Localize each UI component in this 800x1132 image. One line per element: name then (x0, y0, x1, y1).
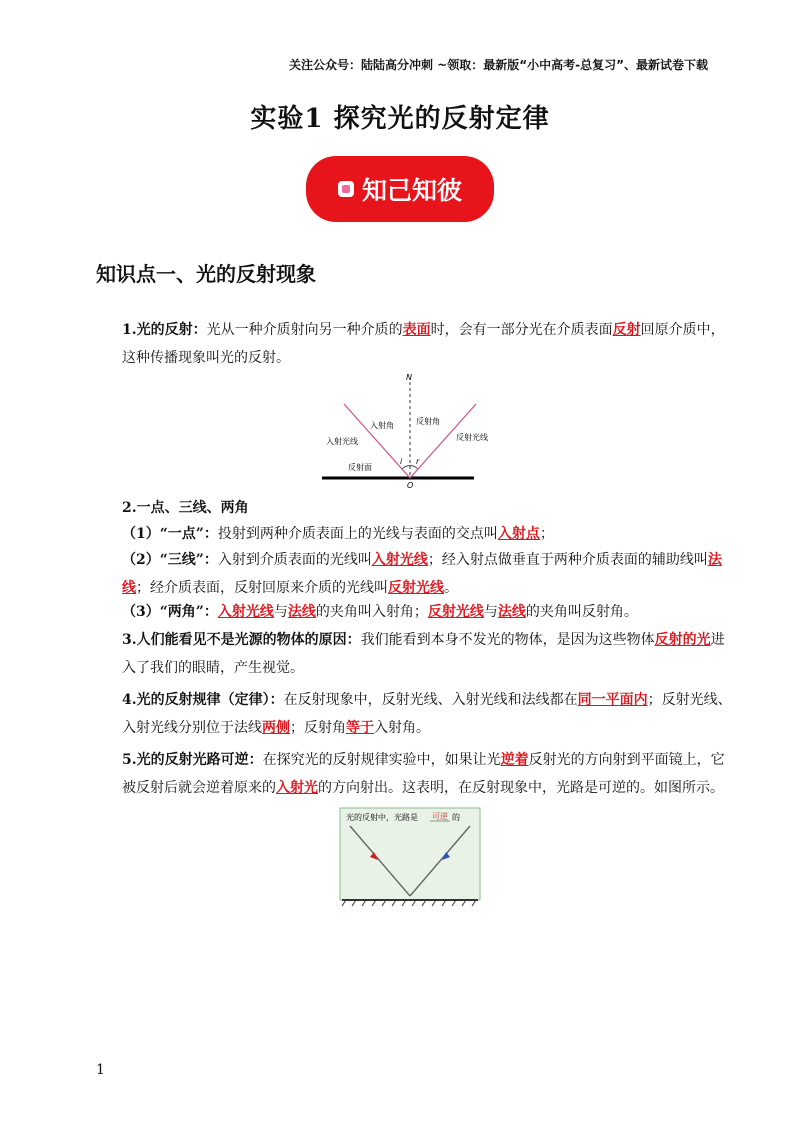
answer: 入射光线 (371, 552, 428, 568)
diagram-caption: 光的反射中，光路是 (346, 813, 418, 822)
text: 反射光的方向射到平面镜上，它被反射后就会逆着原来的 (122, 752, 725, 796)
answer: 等于 (346, 720, 374, 736)
paragraph-one-point (96, 520, 734, 548)
paragraph-label: 2.一点、三线、两角 (122, 500, 249, 516)
reversible-path-diagram (340, 808, 480, 908)
paragraph-label: 3.人们能看见不是光源的物体的原因： (122, 632, 361, 648)
text: 的夹角叫反射角。 (525, 604, 638, 620)
answer: 入射点 (497, 526, 540, 542)
answer: 反射光线 (427, 604, 484, 620)
answer: 两侧 (262, 720, 290, 736)
answer: 入射光线 (217, 604, 274, 620)
r-label: r (416, 457, 420, 466)
diagram-suffix: 的 (452, 813, 460, 822)
text: 入射角。 (374, 720, 430, 736)
text: ；反射角 (290, 720, 346, 736)
surface-label: 反射面 (348, 463, 372, 472)
i-label: i (400, 457, 403, 466)
bookmark-icon (338, 181, 354, 197)
text: 我们能看到本身不发光的物体，是因为这些物体 (360, 632, 655, 648)
text: ；经介质表面，反射回原来介质的光线叫 (136, 580, 388, 596)
text: 的夹角叫入射角； (315, 604, 428, 620)
answer: 法线 (287, 604, 316, 620)
answer: 同一平面内 (577, 692, 648, 708)
incident-ray-label: 入射光线 (326, 437, 358, 446)
answer: 反射光线 (388, 580, 444, 596)
paragraph-label: （2）“三线”： (122, 552, 218, 568)
paragraph-three-lines (96, 546, 734, 602)
text: 时，会有一部分光在介质表面 (430, 322, 613, 338)
o-label: O (407, 481, 414, 490)
paragraph-reversible-path (96, 746, 734, 802)
paragraph-label: （3）“两角”： (122, 604, 218, 620)
paragraph-label: 5.光的反射光路可逆： (122, 752, 263, 768)
paragraph-seeing-objects (96, 626, 734, 682)
answer: 逆着 (500, 752, 529, 768)
text: 的方向射出。这表明，在反射现象中，光路是可逆的。如图所示。 (318, 780, 724, 796)
answer: 表面 (402, 322, 431, 338)
text: 光从一种介质射向另一种介质的 (206, 322, 403, 338)
section-badge (306, 156, 494, 222)
text: 在反射现象中，反射光线、入射光线和法线都在 (283, 692, 578, 708)
answer: 反射的光 (654, 632, 711, 648)
text: ；反射光线、入射光线分别位于法线 (122, 692, 732, 736)
header-note: 关注公众号：陆陆高分冲刺 ~领取：最新版“小中高考-总复习”、最新试卷下载 (289, 58, 708, 72)
reflect-angle-label: 反射角 (416, 417, 440, 426)
paragraph-reflection-law (96, 686, 734, 742)
text: 在探究光的反射规律实验中，如果让光 (262, 752, 501, 768)
reflection-diagram (320, 372, 488, 490)
reflected-ray-label: 反射光线 (456, 433, 488, 442)
text: 与 (273, 604, 288, 620)
answer: 法线 (497, 604, 526, 620)
paragraph-label: （1）“一点”： (122, 526, 218, 542)
paragraph-label: 4.光的反射规律（定律）： (122, 692, 284, 708)
text: 进入了我们的眼睛，产生视觉。 (122, 632, 725, 676)
text: ；经入射点做垂直于两种介质表面的辅助线叫 (427, 552, 708, 568)
paragraph-two-angles (96, 598, 734, 626)
page-number: 1 (96, 1062, 105, 1078)
text: 投射到两种介质表面上的光线与表面的交点叫 (217, 526, 498, 542)
section-heading: 知识点一、光的反射现象 (96, 262, 316, 286)
text: 与 (483, 604, 498, 620)
answer: 反射 (612, 322, 641, 338)
text: 回原介质中，这种传播现象叫光的反射。 (122, 322, 725, 366)
text: 入射到介质表面的光线叫 (217, 552, 372, 568)
incident-angle-label: 入射角 (370, 421, 394, 430)
badge-label: 知己知彼 (361, 176, 462, 205)
text: 。 (444, 580, 458, 596)
answer: 法线 (122, 552, 722, 596)
answer: 入射光 (276, 780, 318, 796)
text: ； (539, 526, 554, 542)
diagram-answer: 可逆 (432, 812, 448, 821)
page-title: 实验1 探究光的反射定律 (250, 104, 550, 134)
paragraph-reflection-definition (96, 316, 734, 372)
paragraph-points-lines-angles (96, 494, 734, 522)
normal-label: N (406, 373, 412, 382)
paragraph-label: 1.光的反射： (122, 322, 207, 338)
